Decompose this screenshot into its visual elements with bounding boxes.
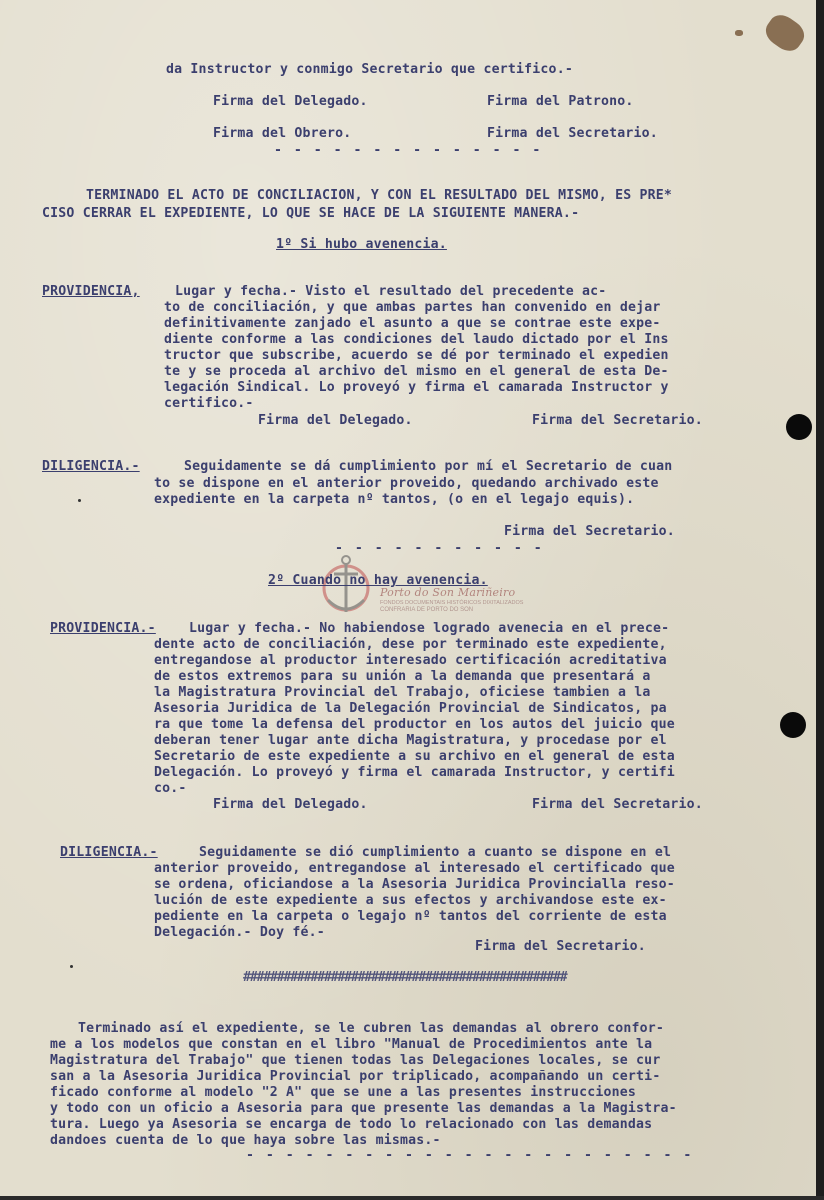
final-line: san a la Asesoria Juridica Provincial por triplicado, acompañando un certi- [50,1069,661,1084]
stain-mark [761,10,809,56]
ink-dot [78,499,81,502]
watermark-subtitle: FONDOS DOCUMENTAIS HISTÓRICOS DIXITALIZADOS [380,600,524,606]
providencia-2-signature-delegado: Firma del Delegado. [213,797,368,812]
providencia-1-signature-delegado: Firma del Delegado. [258,413,413,428]
dash-separator: - - - - - - - - - - - [335,541,544,556]
final-line: ficado conforme al modelo "2 A" que se une a las presentes instrucciones [50,1085,637,1100]
providencia-2-line: Lugar y fecha.- No habiendose logrado avenecia en el prece- [189,621,670,636]
providencia-1-line: Lugar y fecha.- Visto el resultado del precedente ac- [175,284,607,299]
providencia-2-line: dente acto de conciliación, dese por terminado este expediente, [154,637,667,652]
providencia-1-line: tructor que subscribe, acuerdo se dé por terminado el expedien [164,348,669,363]
providencia-2-label: PROVIDENCIA.- [50,621,156,636]
watermark-org: CONFRARIA DE PORTO DO SON [380,607,474,613]
providencia-1-line: diente conforme a las condiciones del laudo dictado por el Ins [164,332,669,347]
diligencia-2-label: DILIGENCIA.- [60,845,158,860]
providencia-2-line: ra que tome la defensa del productor en los autos del juicio que [154,717,675,732]
final-line: tura. Luego ya Asesoria se encarga de todo lo relacionado con las demandas [50,1117,653,1132]
final-line: me a los modelos que constan en el libro "Manual de Procedimientos ante la [50,1037,653,1052]
providencia-2-line: de estos extremos para su unión a la demanda que presentará a [154,669,651,684]
providencia-1-signature-secretario: Firma del Secretario. [532,413,703,428]
final-line: dandoes cuenta de lo que haya sobre las mismas.- [50,1133,441,1148]
diligencia-2-signature: Firma del Secretario. [475,939,646,954]
diligencia-1-line: to se dispone en el anterior proveido, quedando archivado este [154,476,659,491]
page-edge-shadow [816,0,824,1200]
final-line: y todo con un oficio a Asesoria para que presente las demandas a la Magistra- [50,1101,677,1116]
providencia-2-line: deberan tener lugar ante dicha Magistratura, y procedase por el [154,733,667,748]
providencia-1-label: PROVIDENCIA, [42,284,140,299]
providencia-2-line: la Magistratura Provincial del Trabajo, oficiese tambien a la [154,685,651,700]
diligencia-2-line: se ordena, oficiandose a la Asesoria Juridica Provincialla reso- [154,877,675,892]
providencia-2-line: Delegación. Lo proveyó y firma el camarada Instructor, y certifi [154,765,675,780]
terminado-header-line-1: TERMINADO EL ACTO DE CONCILIACION, Y CON EL RESULTADO DEL MISMO, ES PRE* [86,188,673,203]
providencia-2-line: Secretario de este expediente a su archivo en el general de esta [154,749,675,764]
section-2-title: 2º Cuando no hay avenencia. [268,573,488,588]
stain-mark [735,30,743,36]
punch-hole [786,414,812,440]
dash-separator: - - - - - - - - - - - - - - [274,143,543,158]
diligencia-1-line: expediente en la carpeta nº tantos, (o en el legajo equis). [154,492,635,507]
punch-hole [780,712,806,738]
section-1-title: 1º Si hubo avenencia. [276,237,447,252]
terminado-header-line-2: CISO CERRAR EL EXPEDIENTE, LO QUE SE HACE DE LA SIGUIENTE MANERA.- [42,206,580,221]
providencia-1-line: legación Sindical. Lo proveyó y firma el camarada Instructor y [164,380,669,395]
diligencia-2-line: Seguidamente se dió cumplimiento a cuanto se dispone en el [199,845,672,860]
ink-dot [70,965,73,968]
providencia-2-line: co.- [154,781,187,796]
diligencia-2-line: anterior proveido, entregandose al interesado el certificado que [154,861,675,876]
diligencia-2-line: Delegación.- Doy fé.- [154,925,325,940]
providencia-1-line: te y se proceda al archivo del mismo en el general de esta De- [164,364,669,379]
signature-secretario: Firma del Secretario. [487,126,658,141]
hash-separator: ################################################ [243,970,567,985]
intro-line: da Instructor y conmigo Secretario que certifico.- [166,62,573,77]
providencia-1-line: definitivamente zanjado el asunto a que se contrae este expe- [164,316,661,331]
diligencia-2-line: lución de este expediente a sus efectos y archivandose este ex- [154,893,667,908]
watermark-title: Porto do Son Mariñeiro [380,586,516,599]
signature-obrero: Firma del Obrero. [213,126,352,141]
providencia-1-line: to de conciliación, y que ambas partes han convenido en dejar [164,300,661,315]
page-bottom-edge [0,1196,824,1200]
final-line: Magistratura del Trabajo" que tienen todas las Delegaciones locales, se cur [50,1053,661,1068]
providencia-2-line: entregandose al productor interesado certificación acreditativa [154,653,667,668]
diligencia-1-line: Seguidamente se dá cumplimiento por mí el Secretario de cuan [184,459,673,474]
final-line: Terminado así el expediente, se le cubren las demandas al obrero confor- [78,1021,665,1036]
providencia-2-signature-secretario: Firma del Secretario. [532,797,703,812]
diligencia-1-label: DILIGENCIA.- [42,459,140,474]
dash-separator: - - - - - - - - - - - - - - - - - - - - - - - [246,1148,694,1163]
signature-delegado: Firma del Delegado. [213,94,368,109]
diligencia-2-line: pediente en la carpeta o legajo nº tantos del corriente de esta [154,909,667,924]
providencia-1-line: certifico.- [164,396,254,411]
signature-patrono: Firma del Patrono. [487,94,634,109]
diligencia-1-signature: Firma del Secretario. [504,524,675,539]
providencia-2-line: Asesoria Juridica de la Delegación Provincial de Sindicatos, pa [154,701,667,716]
